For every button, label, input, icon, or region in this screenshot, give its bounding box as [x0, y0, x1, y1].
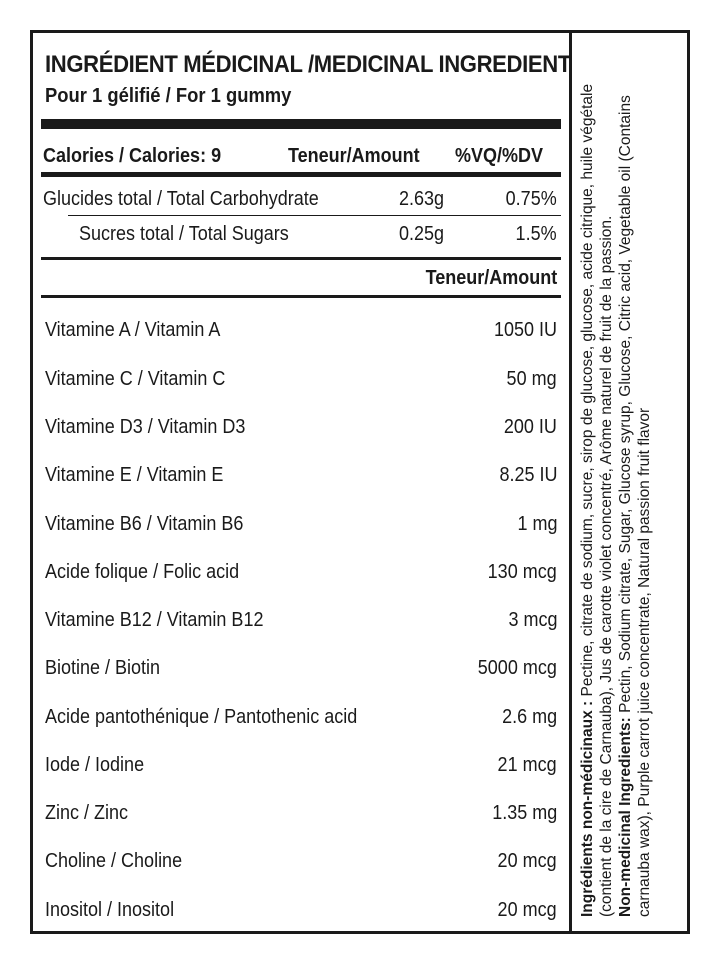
iodine-name: Iode / Iodine	[45, 754, 145, 776]
pantothenic-acid-amount: 2.6 mg	[501, 706, 557, 728]
vitamin-b6-amount: 1 mg	[516, 513, 557, 535]
non-medicinal-ingredients-text	[578, 47, 687, 917]
vitamin-c-amount: 50 mg	[506, 368, 557, 390]
vitamin-e-name: Vitamine E / Vitamin E	[45, 464, 224, 486]
panel-title: INGRÉDIENT MÉDICINAL /MEDICINAL INGREDIENT	[45, 51, 571, 78]
zinc-amount: 1.35 mg	[491, 802, 557, 824]
amount-column-header: Teneur/Amount	[288, 145, 420, 167]
inositol-name: Inositol / Inositol	[45, 899, 175, 921]
divider-line	[41, 295, 561, 298]
vitamin-c-name: Vitamine C / Vitamin C	[45, 368, 226, 390]
calories-label: Calories / Calories: 9	[43, 145, 222, 167]
thick-divider	[41, 119, 561, 129]
fr-ingredients-text: Pectine, citrate de sodium, sucre, sirop de glucose, glucose, acide citrique, huile végétale (contient de la cire de Carnauba), Jus de carotte violet concentré, Arôme naturel de fruit de la passion.	[579, 83, 615, 917]
pantothenic-acid-name: Acide pantothénique / Pantothenic acid	[45, 706, 358, 728]
serving-size: Pour 1 gélifié / For 1 gummy	[45, 85, 292, 107]
biotin-amount: 5000 mcg	[477, 657, 557, 679]
choline-name: Choline / Choline	[45, 850, 183, 872]
vitamin-b12-name: Vitamine B12 / Vitamin B12	[45, 609, 264, 631]
dv-column-header: %VQ/%DV	[455, 145, 544, 167]
sugar-row-amount: 0.25g	[398, 223, 444, 245]
non-medicinal-ingredients-panel	[572, 33, 687, 931]
vitamin-b6-name: Vitamine B6 / Vitamin B6	[45, 513, 244, 535]
vitamin-a-name: Vitamine A / Vitamin A	[45, 319, 221, 341]
vitamin-d3-amount: 200 IU	[503, 416, 557, 438]
carb-row-name: Glucides total / Total Carbohydrate	[43, 188, 319, 210]
en-ingredients-label: Non-medicinal Ingredients:	[617, 717, 634, 917]
vitamin-b12-amount: 3 mcg	[507, 609, 557, 631]
en-ingredients-text: Pectin, Sodium citrate, Sugar, Glucose syrup, Glucose, Citric acid, Vegetable oil (Contains carnauba wax), Purple carrot juice concentrate, Natural passion fruit flavor	[617, 95, 653, 917]
fr-ingredients-label: Ingrédients non-médicinaux :	[579, 700, 596, 917]
vitamin-e-amount: 8.25 IU	[498, 464, 557, 486]
iodine-amount: 21 mcg	[497, 754, 557, 776]
supplement-facts-label	[30, 30, 690, 934]
vitamin-a-amount: 1050 IU	[493, 319, 557, 341]
inositol-amount: 20 mcg	[497, 899, 557, 921]
folic-acid-name: Acide folique / Folic acid	[45, 561, 240, 583]
biotin-name: Biotine / Biotin	[45, 657, 161, 679]
thin-divider	[68, 215, 561, 216]
nutrition-panel	[33, 33, 572, 931]
divider-line	[41, 257, 561, 260]
carb-row-amount: 2.63g	[398, 188, 444, 210]
carb-row-dv: 0.75%	[505, 188, 557, 210]
medium-divider	[41, 172, 561, 177]
sugar-row-dv: 1.5%	[515, 223, 557, 245]
folic-acid-amount: 130 mcg	[487, 561, 557, 583]
sugar-row-name: Sucres total / Total Sugars	[79, 223, 289, 245]
choline-amount: 20 mcg	[497, 850, 557, 872]
vitamins-amount-header: Teneur/Amount	[425, 267, 557, 289]
vitamin-d3-name: Vitamine D3 / Vitamin D3	[45, 416, 246, 438]
zinc-name: Zinc / Zinc	[45, 802, 129, 824]
